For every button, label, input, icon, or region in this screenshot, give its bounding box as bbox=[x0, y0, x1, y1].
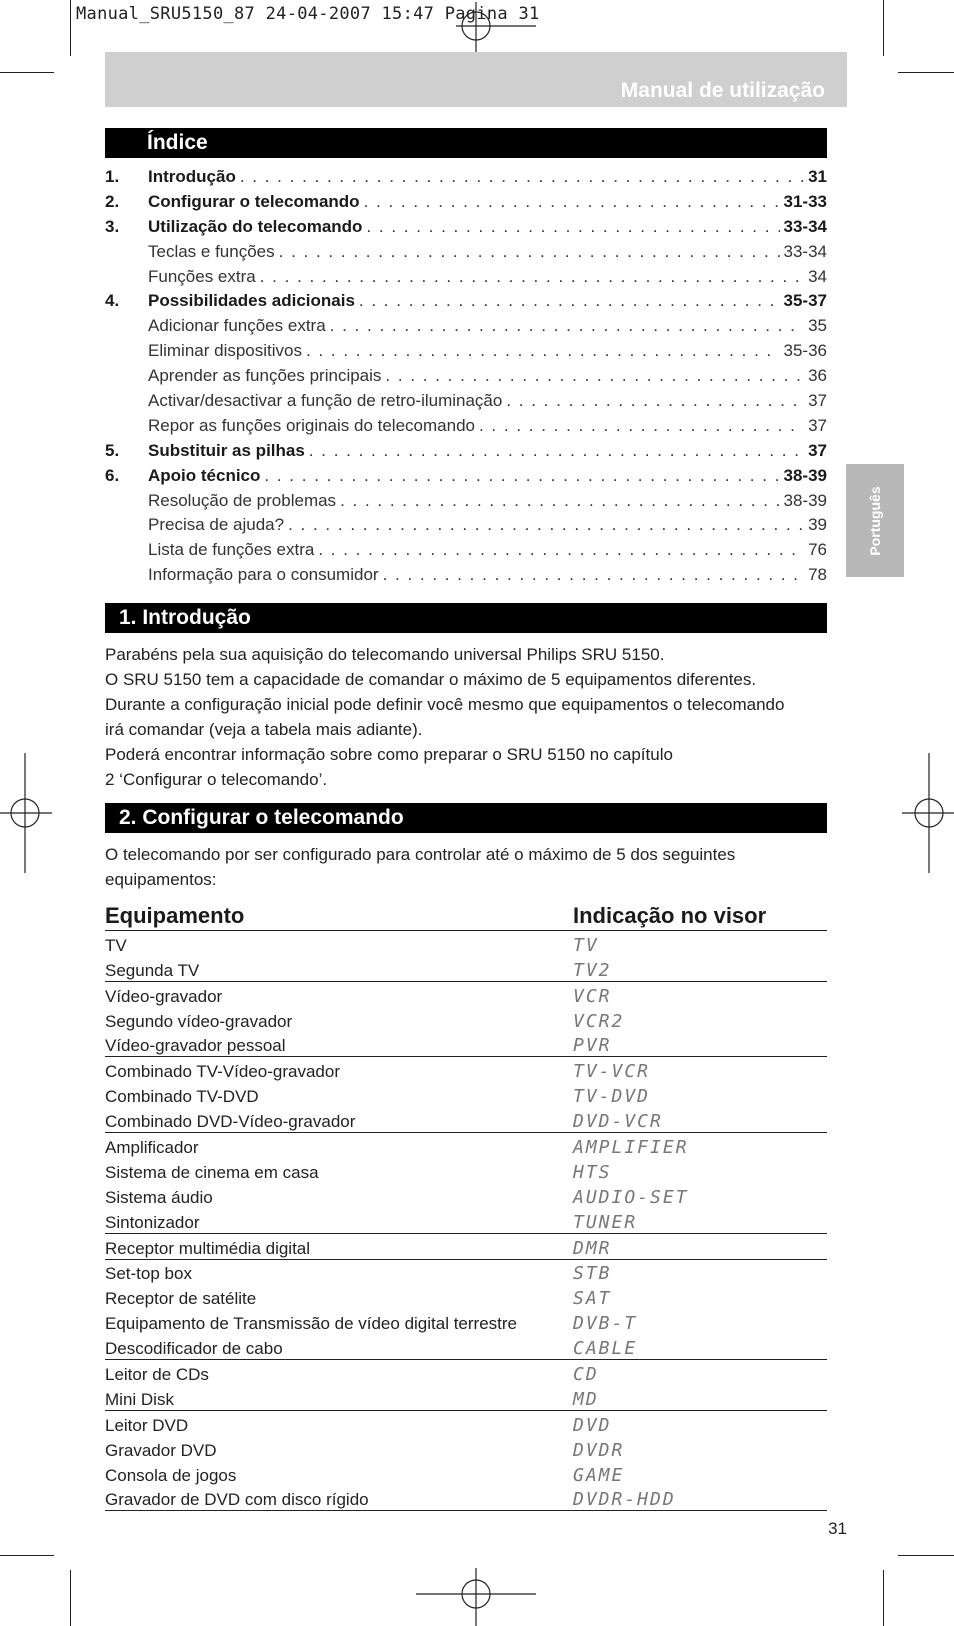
table-row bbox=[105, 1082, 827, 1107]
table-row bbox=[105, 1461, 827, 1486]
toc-title: Lista de funções extra bbox=[148, 540, 315, 560]
table-row bbox=[105, 1360, 827, 1385]
toc-number: 4. bbox=[105, 291, 120, 311]
toc-entry bbox=[105, 291, 827, 316]
toc-page: 37 bbox=[808, 415, 827, 435]
crop-mark bbox=[70, 0, 71, 56]
crop-mark bbox=[70, 1570, 71, 1626]
toc-entry bbox=[105, 466, 827, 491]
toc-leader-dots bbox=[366, 217, 779, 237]
toc-title: Activar/desactivar a função de retro-iluminação bbox=[148, 391, 503, 411]
device-name: Sintonizador bbox=[105, 1212, 200, 1232]
device-name: Leitor DVD bbox=[105, 1415, 189, 1435]
toc-entry bbox=[105, 167, 827, 192]
column-header-equipment: Equipamento bbox=[105, 903, 245, 928]
table-row bbox=[105, 1158, 827, 1183]
toc-leader-dots bbox=[264, 466, 779, 486]
display-indication: DVDR-HDD bbox=[573, 1489, 676, 1511]
table-row bbox=[105, 1032, 827, 1057]
display-indication: TV bbox=[573, 934, 599, 956]
toc-leader-dots bbox=[288, 515, 804, 535]
display-indication: VCR2 bbox=[573, 1010, 625, 1032]
device-name: Sistema de cinema em casa bbox=[105, 1162, 319, 1182]
device-name: Gravador de DVD com disco rígido bbox=[105, 1490, 369, 1510]
toc-number: 3. bbox=[105, 216, 120, 236]
toc-title: Repor as funções originais do telecomando bbox=[148, 415, 475, 435]
device-name: TV bbox=[105, 935, 127, 955]
toc-title: Informação para o consumidor bbox=[148, 565, 379, 585]
toc-leader-dots bbox=[359, 291, 780, 311]
device-name: Receptor de satélite bbox=[105, 1289, 257, 1309]
toc-entry bbox=[105, 217, 827, 242]
toc-entry bbox=[105, 242, 827, 267]
toc-title: Teclas e funções bbox=[148, 241, 275, 261]
toc-entry bbox=[105, 515, 827, 540]
toc-title: Possibilidades adicionais bbox=[148, 291, 355, 311]
display-indication: DVB-T bbox=[573, 1313, 638, 1335]
toc-title: Funções extra bbox=[148, 266, 256, 286]
toc-page: 78 bbox=[808, 565, 827, 585]
table-group bbox=[105, 1260, 827, 1361]
display-indication: AUDIO-SET bbox=[573, 1186, 689, 1208]
language-tab bbox=[846, 464, 904, 577]
toc-page: 31-33 bbox=[783, 191, 827, 211]
display-indication: HTS bbox=[573, 1161, 612, 1183]
table-row bbox=[105, 1107, 827, 1132]
registration-mark-icon bbox=[902, 753, 954, 873]
crop-mark bbox=[898, 1555, 954, 1556]
toc-entry bbox=[105, 540, 827, 565]
page-number: 31 bbox=[828, 1519, 847, 1538]
toc-page: 35-37 bbox=[783, 291, 827, 311]
table-of-contents bbox=[105, 167, 827, 590]
section-2-heading: 2. Configurar o telecomando bbox=[105, 803, 827, 833]
toc-leader-dots bbox=[506, 391, 804, 411]
toc-page: 31 bbox=[808, 167, 827, 186]
device-name: Leitor de CDs bbox=[105, 1365, 209, 1385]
device-name: Descodificador de cabo bbox=[105, 1339, 283, 1359]
manual-title: Manual de utilização bbox=[620, 79, 825, 102]
device-name: Combinado DVD-Vídeo-gravador bbox=[105, 1112, 356, 1132]
device-name: Sistema áudio bbox=[105, 1187, 213, 1207]
registration-mark-icon bbox=[416, 2, 536, 54]
toc-entry bbox=[105, 441, 827, 466]
toc-page: 36 bbox=[808, 366, 827, 386]
table-row bbox=[105, 1486, 827, 1511]
table-header bbox=[105, 903, 827, 931]
toc-leader-dots bbox=[309, 441, 804, 461]
device-name: Receptor multimédia digital bbox=[105, 1238, 311, 1258]
table-row bbox=[105, 1208, 827, 1233]
display-indication: MD bbox=[573, 1388, 599, 1410]
toc-leader-dots bbox=[385, 366, 804, 386]
toc-entry bbox=[105, 192, 827, 217]
toc-leader-dots bbox=[340, 491, 779, 511]
display-indication: PVR bbox=[573, 1035, 612, 1057]
crop-mark bbox=[0, 1555, 54, 1556]
equipment-table bbox=[105, 903, 827, 1511]
display-indication: TV-VCR bbox=[573, 1061, 651, 1083]
display-indication: AMPLIFIER bbox=[573, 1137, 689, 1159]
display-indication: TV-DVD bbox=[573, 1086, 651, 1108]
section-1-text bbox=[105, 643, 835, 792]
index-heading: Índice bbox=[105, 128, 827, 158]
table-group bbox=[105, 982, 827, 1058]
toc-leader-dots bbox=[479, 416, 804, 436]
table-row bbox=[105, 931, 827, 956]
display-indication: DMR bbox=[573, 1237, 612, 1259]
display-indication: TV2 bbox=[573, 959, 612, 981]
table-group bbox=[105, 1133, 827, 1234]
toc-leader-dots bbox=[318, 540, 804, 560]
toc-page: 39 bbox=[808, 515, 827, 535]
toc-title: Adicionar funções extra bbox=[148, 316, 326, 336]
toc-leader-dots bbox=[260, 267, 804, 287]
table-row bbox=[105, 1260, 827, 1285]
toc-page: 35 bbox=[808, 316, 827, 336]
toc-page: 33-34 bbox=[783, 216, 827, 236]
toc-title: Aprender as funções principais bbox=[148, 366, 382, 386]
device-name: Segunda TV bbox=[105, 960, 200, 980]
toc-title: Eliminar dispositivos bbox=[148, 341, 302, 361]
display-indication: TUNER bbox=[573, 1211, 638, 1233]
table-row bbox=[105, 956, 827, 981]
toc-entry bbox=[105, 491, 827, 516]
toc-page: 33-34 bbox=[783, 241, 827, 261]
toc-leader-dots bbox=[383, 565, 805, 585]
toc-entry bbox=[105, 565, 827, 590]
section-1-heading: 1. Introdução bbox=[105, 603, 827, 633]
toc-page: 38-39 bbox=[783, 490, 827, 510]
toc-title: Substituir as pilhas bbox=[148, 440, 305, 460]
toc-leader-dots bbox=[279, 242, 780, 262]
device-name: Vídeo-gravador pessoal bbox=[105, 1036, 286, 1056]
toc-number: 1. bbox=[105, 167, 120, 186]
text-line: irá comandar (veja a tabela mais adiante). bbox=[105, 719, 423, 739]
toc-page: 76 bbox=[808, 540, 827, 560]
table-group bbox=[105, 1411, 827, 1512]
text-line: 2 ‘Configurar o telecomando’. bbox=[105, 769, 328, 789]
registration-mark-icon bbox=[416, 1568, 536, 1626]
device-name: Equipamento de Transmissão de vídeo digital terrestre bbox=[105, 1314, 518, 1334]
table-group bbox=[105, 931, 827, 982]
device-name: Set-top box bbox=[105, 1264, 192, 1284]
toc-title: Resolução de problemas bbox=[148, 490, 337, 510]
crop-mark bbox=[883, 0, 884, 56]
toc-page: 38-39 bbox=[783, 465, 827, 485]
table-group bbox=[105, 1057, 827, 1133]
toc-title: Introdução bbox=[148, 167, 236, 186]
device-name: Vídeo-gravador bbox=[105, 986, 223, 1006]
toc-leader-dots bbox=[240, 167, 804, 187]
table-row bbox=[105, 1057, 827, 1082]
toc-entry bbox=[105, 267, 827, 292]
toc-entry bbox=[105, 416, 827, 441]
toc-title: Utilização do telecomando bbox=[148, 216, 363, 236]
toc-title: Configurar o telecomando bbox=[148, 191, 360, 211]
text-line: Poderá encontrar informação sobre como preparar o SRU 5150 no capítulo bbox=[105, 744, 673, 764]
display-indication: STB bbox=[573, 1263, 612, 1285]
display-indication: DVDR bbox=[573, 1439, 625, 1461]
print-slug: Manual_SRU5150_87 24-04-2007 15:47 Pagina 31 bbox=[76, 4, 540, 24]
crop-mark bbox=[0, 72, 54, 73]
device-name: Mini Disk bbox=[105, 1389, 174, 1409]
table-row bbox=[105, 1334, 827, 1359]
crop-mark bbox=[883, 1570, 884, 1626]
display-indication: SAT bbox=[573, 1288, 612, 1310]
display-indication: CD bbox=[573, 1364, 599, 1386]
toc-title: Apoio técnico bbox=[148, 465, 261, 485]
toc-entry bbox=[105, 341, 827, 366]
table-row bbox=[105, 1234, 827, 1259]
toc-leader-dots bbox=[306, 341, 780, 361]
table-row bbox=[105, 1007, 827, 1032]
toc-title: Precisa de ajuda? bbox=[148, 515, 285, 535]
toc-page: 37 bbox=[808, 391, 827, 411]
table-group bbox=[105, 1360, 827, 1411]
header-band bbox=[105, 52, 847, 107]
toc-number: 5. bbox=[105, 440, 120, 460]
toc-leader-dots bbox=[330, 316, 804, 336]
table-row bbox=[105, 982, 827, 1007]
table-row bbox=[105, 1436, 827, 1461]
table-row bbox=[105, 1309, 827, 1334]
toc-entry bbox=[105, 316, 827, 341]
toc-leader-dots bbox=[364, 192, 780, 212]
toc-entry bbox=[105, 391, 827, 416]
table-group bbox=[105, 1234, 827, 1260]
toc-entry bbox=[105, 366, 827, 391]
text-line: Parabéns pela sua aquisição do telecomando universal Philips SRU 5150. bbox=[105, 645, 665, 664]
display-indication: DVD-VCR bbox=[573, 1111, 663, 1133]
toc-number: 2. bbox=[105, 191, 120, 211]
display-indication: DVD bbox=[573, 1414, 612, 1436]
device-name: Combinado TV-DVD bbox=[105, 1087, 259, 1107]
display-indication: CABLE bbox=[573, 1338, 638, 1360]
table-row bbox=[105, 1385, 827, 1410]
table-row bbox=[105, 1133, 827, 1158]
registration-mark-icon bbox=[0, 753, 52, 873]
display-indication: GAME bbox=[573, 1464, 625, 1486]
device-name: Segundo vídeo-gravador bbox=[105, 1011, 293, 1031]
device-name: Amplificador bbox=[105, 1138, 199, 1158]
text-line: Durante a configuração inicial pode definir você mesmo que equipamentos o telecomando bbox=[105, 694, 785, 714]
column-header-display: Indicação no visor bbox=[573, 903, 767, 928]
device-name: Combinado TV-Vídeo-gravador bbox=[105, 1062, 340, 1082]
language-tab-label: Português bbox=[867, 485, 883, 556]
crop-mark bbox=[898, 72, 954, 73]
text-line: O SRU 5150 tem a capacidade de comandar o máximo de 5 equipamentos diferentes. bbox=[105, 669, 757, 689]
table-body bbox=[105, 931, 827, 1511]
display-indication: VCR bbox=[573, 985, 612, 1007]
table-row bbox=[105, 1411, 827, 1436]
table-row bbox=[105, 1183, 827, 1208]
toc-page: 37 bbox=[808, 440, 827, 460]
toc-page: 34 bbox=[808, 266, 827, 286]
device-name: Gravador DVD bbox=[105, 1440, 217, 1460]
device-name: Consola de jogos bbox=[105, 1465, 237, 1485]
section-2-text bbox=[105, 843, 835, 893]
text-line: O telecomando por ser configurado para controlar até o máximo de 5 dos seguintes bbox=[105, 845, 736, 864]
table-row bbox=[105, 1284, 827, 1309]
toc-page: 35-36 bbox=[783, 341, 827, 361]
text-line: equipamentos: bbox=[105, 869, 217, 889]
toc-number: 6. bbox=[105, 465, 120, 485]
